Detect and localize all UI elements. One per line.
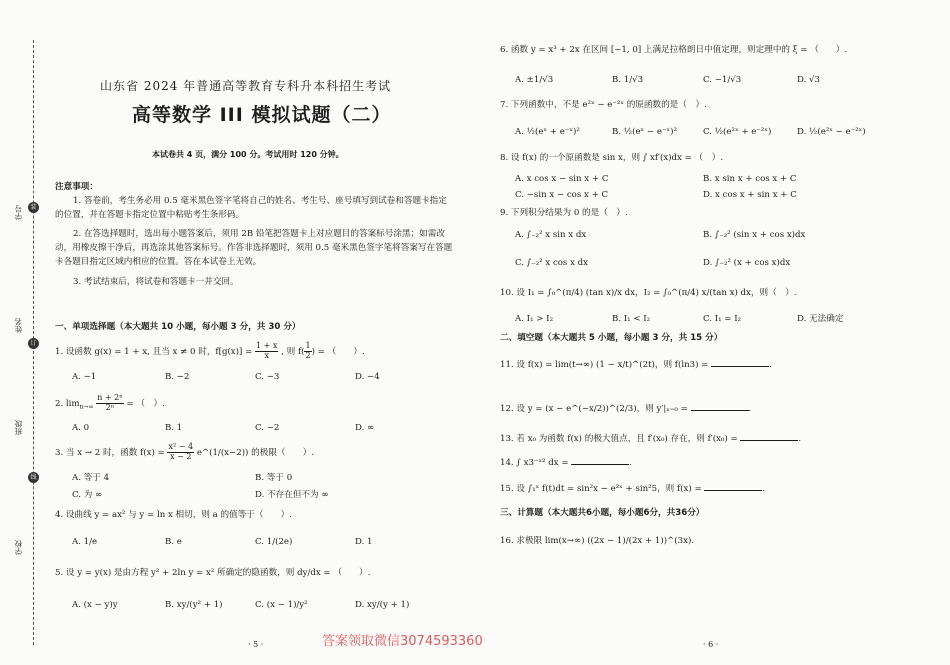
q8-option-b: B. x sin x + cos x + C [703, 174, 797, 184]
page-number-left: · 5 · [248, 640, 264, 649]
section2-heading: 二、填空题（本大题共 5 小题，每小题 3 分，共 15 分） [500, 333, 723, 343]
q8-option-d: D. x cos x + sin x + C [703, 190, 797, 200]
question-6: 6. 函数 y = x³ + 2x 在区间 [−1, 0] 上满足拉格朗日中值定理，则定理中的 ξ = （ ）. [500, 45, 848, 55]
note-1: 1. 答卷前，考生务必用 0.5 毫米黑色签字笔将自己的姓名、考生号、座号填写到试卷和答题卡指定的位置，并在答题卡指定位置中粘贴考生条形码。 [55, 196, 447, 220]
q1-option-c: C. −3 [255, 372, 280, 382]
q10-option-d: D. 无法确定 [797, 314, 844, 324]
q1-option-a: A. −1 [72, 372, 97, 382]
notes-heading: 注意事项： [55, 182, 98, 192]
question-1: 1. 设函数 g(x) = 1 + x, 且当 x ≠ 0 时，f[g(x)] = $\frac{1 + x}{x}$ , 则 f( $\frac{1}{2}$ ) = （ ）. [55, 341, 365, 360]
q5-option-d: D. xy/(y + 1) [355, 600, 410, 610]
q6-option-c: C. −1/√3 [703, 75, 742, 85]
question-10: 10. 设 I₁ = ∫₀^(π/4) (tan x)/x dx，I₂ = ∫₀^(π/4) x/(tan x) dx，则（ ）. [500, 288, 797, 298]
q5-option-a: A. (x − y)y [72, 600, 118, 610]
question-13: 13. 若 x₀ 为函数 f(x) 的极大值点，且 f′(x₀) 存在，则 f′(x₀) = . [500, 434, 802, 444]
q10-option-a: A. I₁ > I₂ [515, 314, 554, 324]
q4-option-b: B. e [165, 537, 182, 547]
question-8: 8. 设 f(x) 的一个原函数是 sin x，则 ∫ xf′(x)dx = （ ）. [500, 153, 724, 163]
section3-heading: 三、计算题（本大题共6小题，每小题6分，共36分） [500, 508, 705, 518]
label-school: 学校 [14, 540, 23, 555]
q7-option-c: C. ½(e²ˣ + e⁻²ˣ) [703, 127, 772, 137]
q2-option-a: A. 0 [72, 423, 90, 433]
q10-option-b: B. I₁ < I₂ [612, 314, 651, 324]
question-5: 5. 设 y = y(x) 是由方程 y² + 2ln y = x² 所确定的隐函数，则 dy/dx = （ ）. [55, 568, 371, 578]
answer-blank [571, 464, 629, 465]
binding-hole-icon: 订 [28, 338, 39, 349]
binding-hole-icon: 装 [28, 202, 39, 213]
label-name: 姓名 [14, 318, 23, 333]
exam-info: 本试卷共 4 页，满分 100 分。考试用时 120 分钟。 [152, 150, 344, 159]
question-2: 2. $\lim_{n\to\infty}$ $\frac{\text{n + 2ⁿ}}{\text{2ⁿ}}$ = （ ）. [55, 393, 165, 412]
q6-option-d: D. √3 [797, 75, 820, 85]
question-11: 11. 设 f(x) = lim(t→∞) (1 − x/t)^(2t)，则 f(ln3) = . [500, 360, 772, 370]
label-class: 班级 [14, 420, 23, 435]
q8-option-c: C. −sin x − cos x + C [515, 190, 609, 200]
q1-option-d: D. −4 [355, 372, 380, 382]
question-16: 16. 求极限 lim(x→∞) ((2x − 1)/(2x + 1))^(3x). [500, 536, 695, 546]
q3-option-c: C. 为 ∞ [72, 490, 103, 500]
fraction: $\frac{1}{2}$ [305, 341, 311, 360]
fraction: $\frac{\text{n + 2ⁿ}}{\text{2ⁿ}}$ [97, 393, 123, 412]
question-7: 7. 下列函数中，不是 e²ˣ − e⁻²ˣ 的原函数的是（ ）. [500, 100, 707, 110]
fraction: $\frac{1 + x}{x}$ [256, 341, 278, 360]
watermark-text: 答案领取微信3074593360 [322, 634, 483, 649]
question-14: 14. ∫ x3⁻ˣ² dx = . [500, 458, 633, 468]
q5-option-b: B. xy/(y² + 1) [165, 600, 223, 610]
fraction: $\frac{\text{x² − 4}}{x - 2}$ [168, 442, 194, 461]
q6-option-b: B. 1/√3 [612, 75, 644, 85]
q4-option-c: C. 1/(2e) [255, 537, 293, 547]
page-title: 高等数学 III 模拟试题（二） [132, 104, 392, 126]
q1-option-b: B. −2 [165, 372, 190, 382]
note-3: 3. 考试结束后，将试卷和答题卡一并交回。 [73, 277, 239, 287]
q3-option-a: A. 等于 4 [72, 473, 110, 483]
answer-blank [691, 410, 749, 411]
question-12: 12. 设 y = (x − e^(−x/2))^(2/3)，则 y′|ₓ₌₀ = . [500, 404, 752, 414]
binding-gutter [0, 0, 48, 665]
question-4: 4. 设曲线 y = ax² 与 y = ln x 相切，则 a 的值等于（ ）. [55, 510, 292, 520]
q9-option-c: C. ∫₋₂² x cos x dx [515, 258, 589, 268]
q6-option-a: A. ±1/√3 [515, 75, 554, 85]
answer-blank [711, 366, 769, 367]
q3-option-b: B. 等于 0 [255, 473, 293, 483]
q9-option-a: A. ∫₋₂² x sin x dx [515, 230, 587, 240]
answer-blank [740, 440, 798, 441]
q9-option-d: D. ∫₋₂² (x + cos x)dx [703, 258, 791, 268]
right-page [475, 0, 950, 665]
note-2: 2. 在答选择题时，选出每小题答案后，须用 2B 铅笔把答题卡上对应题目的答案标号涂黑；如需改动，用橡皮擦干净后，再选涂其他答案标号。作答非选择题时，须用 0.5 毫米黑色签字笔将答案写在答题卡各题目指定区域内相应的位置。答在本试卷上无效。 [55, 229, 453, 267]
exam-name: 山东省 2024 年普通高等教育专科升本科招生考试 [100, 79, 392, 93]
binding-hole-icon: 线 [28, 472, 39, 483]
q2-option-b: B. 1 [165, 423, 183, 433]
q9-option-b: B. ∫₋₂² (sin x + cos x)dx [703, 230, 806, 240]
q2-option-d: D. ∞ [355, 423, 375, 433]
q8-option-a: A. x cos x − sin x + C [515, 174, 609, 184]
q3-option-d: D. 不存在但不为 ∞ [255, 490, 329, 500]
q4-option-d: D. 1 [355, 537, 373, 547]
q5-option-c: C. (x − 1)/y² [255, 600, 308, 610]
question-15: 15. 设 ∫₁ˣ f(t)dt = sin²x − e²ˣ + sin²5，则 f(x) = . [500, 484, 766, 494]
question-9: 9. 下列积分结果为 0 的是（ ）. [500, 208, 628, 218]
q7-option-b: B. ½(eˣ − e⁻ˣ)² [612, 127, 677, 137]
q2-option-c: C. −2 [255, 423, 280, 433]
page-number-right: · 6 · [703, 640, 719, 649]
label-student-id: 学号 [14, 205, 23, 220]
q10-option-c: C. I₁ = I₂ [703, 314, 742, 324]
q4-option-a: A. 1/e [72, 537, 98, 547]
section1-heading: 一、单项选择题（本大题共 10 小题，每小题 3 分，共 30 分） [55, 322, 301, 332]
answer-blank [704, 490, 762, 491]
question-3: 3. 当 x → 2 时，函数 f(x) = $\frac{\text{x² − 4}}{x - 2}$ e^(1/(x−2)) 的极限（ ）. [55, 442, 315, 461]
q7-option-a: A. ½(eˣ + e⁻ˣ)² [515, 127, 580, 137]
q7-option-d: D. ½(e²ˣ − e⁻²ˣ) [797, 127, 866, 137]
